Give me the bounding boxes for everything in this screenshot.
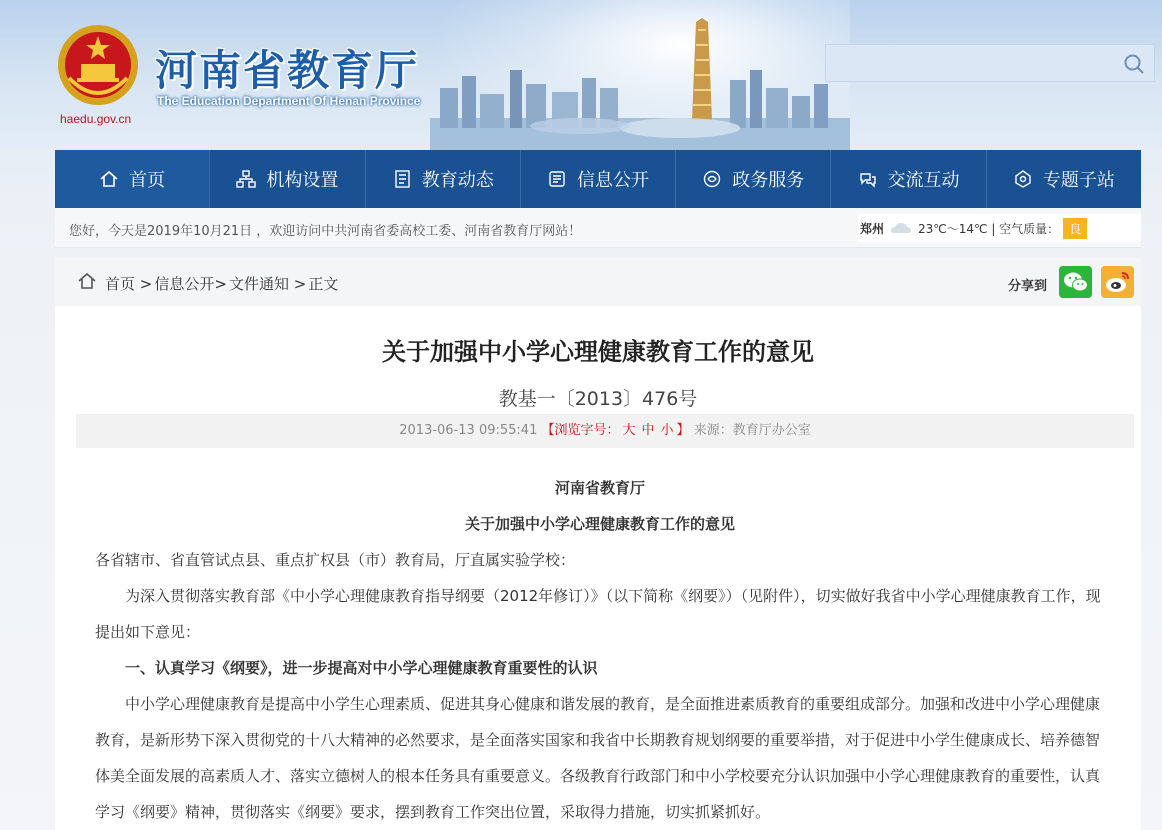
info-bar	[55, 208, 1141, 248]
article-body	[95, 470, 1105, 830]
home-icon	[99, 169, 119, 189]
main-nav	[55, 150, 1141, 208]
breadcrumb-home[interactable]: 首页	[105, 275, 136, 293]
site-header	[0, 0, 1162, 150]
city-skyline-banner	[430, 0, 850, 150]
paragraph: 为深入贯彻落实教育部《中小学心理健康教育指导纲要（2012年修订）》（以下简称《纲要》）（见附件），切实做好我省中小学心理健康教育工作，现提出如下意见：	[95, 587, 1101, 641]
national-emblem-logo	[55, 22, 141, 108]
home-icon[interactable]	[77, 271, 97, 291]
section-heading: 一、认真学习《纲要》，进一步提高对中小学心理健康教育重要性的认识	[125, 659, 598, 677]
paragraph: 中小学心理健康教育是提高中小学生心理素质、促进其身心健康和谐发展的教育，是全面推进素质教育的重要组成部分。加强和改进中小学心理健康教育，是新形势下深入贯彻党的十八大精神的必然要求，是全面落实国家和我省中长期教育规划纲要的重要举措，对于促进中小学生健康成长、培养德智体美全面发展的高素质人才、落实立德树人的根本任务具有重要意义。各级教育行政部门和中小学校要充分认识加强中小学心理健康教育的重要性，认真学习《纲要》精神，贯彻落实《纲要》要求，摆到教育工作突出位置，采取得力措施，切实抓紧抓好。	[95, 695, 1101, 821]
weather-city: 郑州	[860, 221, 885, 236]
weibo-share-icon[interactable]	[1101, 266, 1134, 298]
search-input[interactable]	[826, 45, 1111, 81]
breadcrumb-current: 正文	[308, 275, 339, 293]
addressee: 各省辖市、省直管试点县、重点扩权县（市）教育局，厅直属实验学校：	[95, 551, 576, 569]
article-title: 关于加强中小学心理健康教育工作的意见	[382, 338, 814, 366]
search-box	[825, 44, 1155, 82]
notice-icon	[547, 169, 567, 189]
inner-title: 关于加强中小学心理健康教育工作的意见	[464, 515, 735, 533]
article-source: 来源：教育厅办公室	[693, 423, 811, 438]
font-size-small[interactable]: 小	[660, 423, 674, 438]
nav-label: 机构设置	[266, 170, 339, 191]
document-list-icon	[392, 169, 412, 189]
document-number: 教基一〔2013〕476号	[498, 388, 698, 410]
site-domain: haedu.gov.cn	[60, 112, 132, 126]
nav-item-interaction[interactable]	[831, 150, 986, 208]
breadcrumb-notices[interactable]: 文件通知	[228, 275, 289, 293]
breadcrumb-disclosure[interactable]: 信息公开	[154, 275, 215, 293]
nav-item-news[interactable]	[366, 150, 521, 208]
publish-date: 2013-06-13 09:55:41	[399, 423, 538, 438]
service-icon	[702, 169, 722, 189]
org-chart-icon	[236, 169, 256, 189]
search-icon[interactable]	[1122, 52, 1146, 76]
font-size-medium[interactable]: 中	[641, 423, 655, 438]
content-panel	[55, 258, 1141, 830]
nav-label: 政务服务	[732, 170, 805, 191]
nav-item-services[interactable]	[676, 150, 831, 208]
nav-label: 首页	[129, 170, 166, 191]
nav-item-home[interactable]	[55, 150, 210, 208]
nav-item-organization[interactable]	[210, 150, 365, 208]
breadcrumb-separator: >	[214, 275, 227, 293]
issuer: 河南省教育厅	[554, 479, 645, 497]
breadcrumb-bar	[55, 258, 1141, 306]
nav-label: 信息公开	[576, 170, 649, 191]
article-meta	[76, 414, 1134, 448]
site-title-english: The Education Department Of Henan Province	[157, 94, 421, 108]
topic-icon	[1013, 169, 1033, 189]
welcome-text: 您好，今天是2019年10月21日 ，欢迎访问中共河南省委高校工委、河南省教育厅网站！	[69, 224, 582, 239]
font-size-prefix: 【浏览字号：	[541, 423, 620, 438]
share-label: 分享到	[1008, 279, 1048, 294]
nav-item-disclosure[interactable]	[521, 150, 676, 208]
nav-label: 教育动态	[421, 170, 494, 191]
cloud-icon	[890, 222, 912, 234]
breadcrumb-separator: >	[139, 275, 153, 293]
air-quality-badge: 良	[1063, 218, 1087, 239]
nav-item-topics[interactable]	[987, 150, 1141, 208]
weather-temperature: 23℃～14℃ | 空气质量：	[918, 221, 1060, 236]
wechat-share-icon[interactable]	[1059, 266, 1092, 298]
breadcrumb-separator: >	[293, 275, 307, 293]
font-size-switcher	[541, 423, 689, 438]
interaction-icon	[858, 169, 878, 189]
font-size-large[interactable]: 大	[622, 423, 636, 438]
breadcrumb	[105, 273, 340, 294]
site-title: 河南省教育厅	[155, 46, 420, 95]
nav-label: 专题子站	[1042, 170, 1115, 191]
nav-label: 交流互动	[887, 170, 960, 191]
font-size-suffix: 】	[676, 423, 690, 438]
weather-widget	[858, 214, 1141, 242]
